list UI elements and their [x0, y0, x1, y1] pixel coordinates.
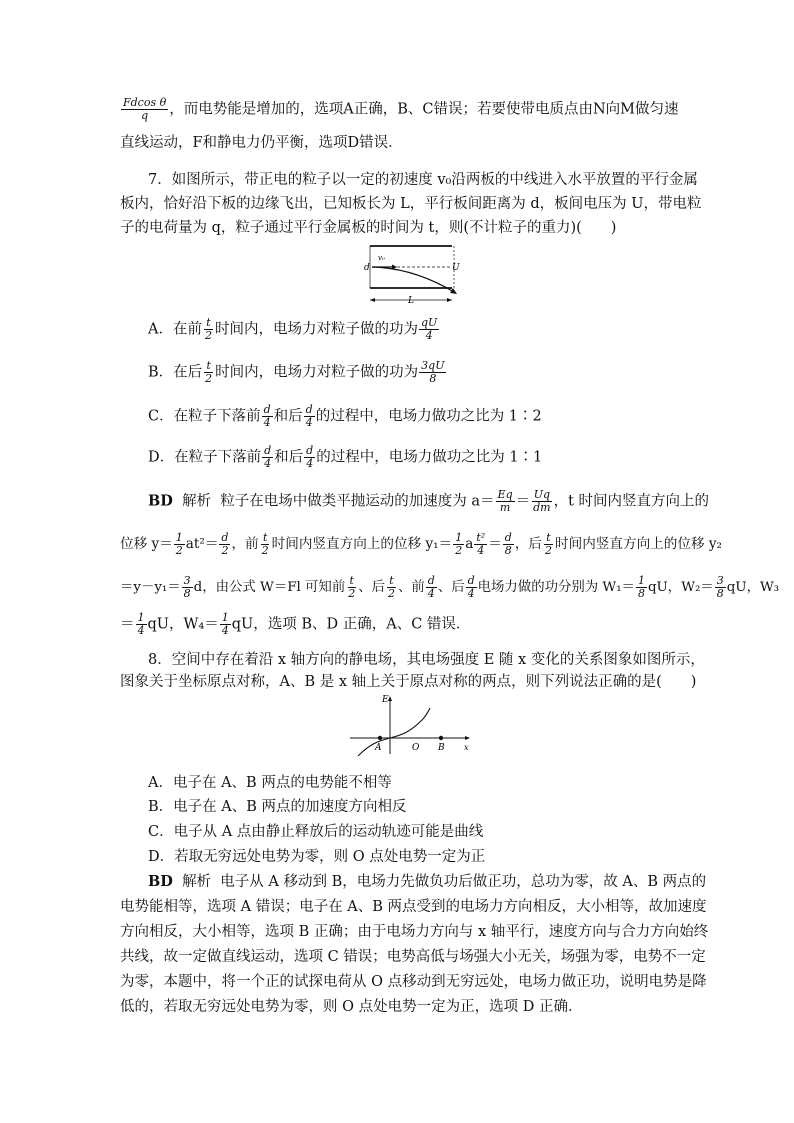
- q7-stem-2: 板内，恰好沿下板的边缘飞出，已知板长为 L，平行板间距离为 d，板间电压为 U，带电粒: [120, 196, 702, 212]
- q7-option-b: B．在后 $\frac{t}{2}$ 时间内，电场力对粒子做的功为 $\frac{3qU}{8}$: [148, 359, 445, 385]
- q7-analysis-2: 位移 y＝ $\frac{1}{2}$ at²＝ $\frac{d}{2}$ ，前 $\frac{t}{2}$ 时间内竖直方向上的位移 y₁＝ $\frac{1}{2}$ a $\frac{\text{t²}}{4}$ ＝ $\frac{d}{8}$ ，后 $\frac{t}{2}$ 时间内竖直方向上的位移 y₂: [120, 531, 722, 557]
- q7-analysis-4: ＝ $\frac{1}{4}$ qU，W₄＝ $\frac{1}{4}$ qU，选项 B、D 正确，A、C 错误．: [120, 611, 471, 637]
- q7-analysis-1: BD 解析 粒子在电场中做类平抛运动的加速度为 a＝ $\frac{Eq}{m}$ ＝ $\frac{Uq}{dm}$ ，t 时间内竖直方向上的: [148, 488, 710, 514]
- top-line-1: $\frac{\text{Fdcos θ}}{q}$ ，而电势能是增加的，选项A正确，B、C错误；若要使带电质点由N向M做匀速: [123, 96, 679, 122]
- q7-option-a: A．在前 $\frac{t}{2}$ 时间内，电场力对粒子做的功为 $\frac{qU}{4}$: [148, 316, 438, 342]
- q8-option-a: A．电子在 A、B 两点的电势能不相等: [148, 775, 392, 791]
- top-line-2: 直线运动，F和静电力仍平衡，选项D错误．: [120, 135, 403, 151]
- svg-text:d: d: [364, 263, 370, 273]
- q8-analysis-6: 低的，若取无穷远处电势为零，则 O 点处电势一定为正，选项 D 正确．: [120, 999, 583, 1015]
- q7-capacitor-figure: [364, 242, 464, 308]
- q7-option-d: D．在粒子下落前 $\frac{d}{4}$ 和后 $\frac{d}{4}$ 的过程中，电场力做功之比为 1∶1: [148, 444, 543, 470]
- svg-text:x: x: [464, 743, 469, 752]
- q8-option-b: B．电子在 A、B 两点的加速度方向相反: [148, 799, 407, 815]
- point-a: [378, 736, 382, 740]
- q7-stem-1: 7．如图所示，带正电的粒子以一定的初速度 v₀沿两板的中线进入水平放置的平行金属: [148, 172, 698, 188]
- svg-text:L: L: [408, 296, 414, 306]
- q8-stem-1: 8．空间中存在着沿 x 轴方向的静电场，其电场强度 E 随 x 变化的关系图象如图所示，: [148, 652, 705, 668]
- q8-option-d: D．若取无穷远处电势为零，则 O 点处电势一定为正: [148, 849, 486, 865]
- q8-field-graph: [346, 694, 476, 756]
- q8-analysis-5: 为零，本题中，将一个正的试探电荷从 O 点移动到无穷远处，电场力做正功，说明电势是降: [120, 974, 707, 990]
- svg-text:E: E: [382, 695, 389, 705]
- svg-text:O: O: [412, 743, 420, 753]
- svg-text:U: U: [452, 263, 460, 273]
- q8-stem-2: 图象关于坐标原点对称，A、B 是 x 轴上关于原点对称的两点，则下列说法正确的是( ): [120, 674, 697, 690]
- q7-option-c: C．在粒子下落前 $\frac{d}{4}$ 和后 $\frac{d}{4}$ 的过程中，电场力做功之比为 1∶2: [148, 403, 542, 429]
- q7-analysis-3: ＝y－y₁＝ $\frac{3}{8}$ d，由公式 W＝Fl 可知前 $\frac{t}{2}$ 、后 $\frac{t}{2}$ 、前 $\frac{d}{4}$ 、后 $\frac{d}{4}$ 电场力做的功分别为 W₁＝ $\frac{1}{8}$ qU，W₂＝ $\frac{3}{8}$ qU，W₃: [120, 574, 780, 600]
- q7-stem-3: 子的电荷量为 q，粒子通过平行金属板的时间为 t，则(不计粒子的重力)( ): [120, 220, 617, 236]
- fraction: $\frac{\text{Fdcos θ}}{q}$: [123, 96, 167, 122]
- q8-option-c: C．电子从 A 点由静止释放后的运动轨迹可能是曲线: [148, 824, 484, 840]
- svg-text:v₀: v₀: [378, 254, 385, 262]
- svg-text:A: A: [375, 743, 382, 753]
- q8-analysis-2: 电势能相等，选项 A 错误；电子在 A、B 两点受到的电场力方向相反，大小相等，故加速度: [120, 899, 707, 915]
- q8-analysis-3: 方向相反，大小相等，选项 B 正确；由于电场力方向与 x 轴平行，速度方向与合力方向始终: [120, 924, 709, 940]
- point-b: [439, 736, 443, 740]
- q8-analysis-1: BD 解析 电子从 A 移动到 B，电场力先做负功后做正功，总功为零，故 A、B 两点的: [148, 873, 707, 890]
- q8-analysis-4: 共线，故一定做直线运动，选项 C 错误；电势高低与场强大小无关，场强为零，电势不一定: [120, 949, 706, 965]
- svg-text:B: B: [438, 743, 445, 753]
